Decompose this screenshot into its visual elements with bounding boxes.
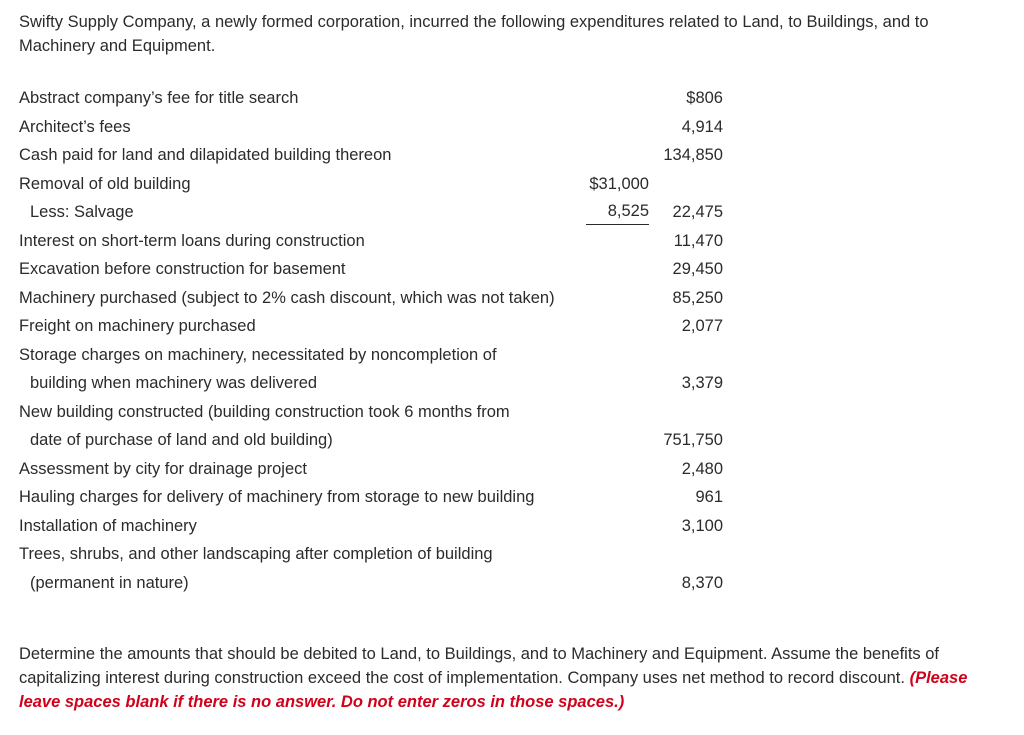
expenditure-label: Excavation before construction for basement (19, 260, 346, 278)
expenditure-row (19, 113, 739, 142)
expenditure-label: Hauling charges for delivery of machinery from storage to new building (19, 488, 535, 506)
expenditure-amount: 961 (695, 488, 723, 506)
expenditure-amount: 8,370 (681, 573, 723, 592)
expenditure-amount: 2,480 (681, 459, 723, 478)
expenditure-label: date of purchase of land and old building) (30, 431, 333, 449)
expenditure-row (19, 540, 739, 569)
instructions-note: (Please leave spaces blank if there is no answer. Do not enter zeros in those spaces.) (19, 669, 968, 711)
expenditure-label: Installation of machinery (19, 516, 197, 535)
expenditure-label: Architect’s fees (19, 117, 131, 136)
expenditure-row (19, 341, 739, 370)
expenditure-row (19, 312, 739, 341)
expenditure-row (19, 227, 739, 256)
expenditure-label: Trees, shrubs, and other landscaping after completion of building (19, 545, 493, 563)
expenditure-label: Removal of old building (19, 174, 191, 193)
expenditure-row (19, 198, 739, 227)
expenditure-amount: $806 (686, 89, 723, 107)
expenditure-label: New building constructed (building construction took 6 months from (19, 402, 510, 421)
expenditure-row (19, 170, 739, 199)
expenditure-amount: 2,077 (681, 317, 723, 335)
instructions (19, 642, 1009, 714)
expenditure-amount: 11,470 (673, 231, 723, 250)
expenditure-amount: 134,850 (663, 146, 723, 164)
expenditure-amount: 3,379 (681, 374, 723, 392)
expenditure-row (19, 84, 739, 113)
expenditure-amount: 29,450 (672, 260, 723, 278)
expenditure-label: Cash paid for land and dilapidated building thereon (19, 146, 392, 164)
expenditure-row (19, 455, 739, 484)
expenditure-amount: 3,100 (681, 516, 723, 535)
expenditure-row (19, 141, 739, 170)
expenditure-label: Machinery purchased (subject to 2% cash discount, which was not taken) (19, 288, 555, 307)
expenditure-row (19, 284, 739, 313)
expenditure-amount: 4,914 (681, 117, 723, 136)
expenditure-row (19, 255, 739, 284)
expenditure-amount: 85,250 (672, 288, 723, 307)
expenditure-label: building when machinery was delivered (30, 374, 318, 392)
expenditure-subamount: $31,000 (589, 174, 649, 193)
instructions-text: Determine the amounts that should be debited to Land, to Buildings, and to Machinery and Equipment. Assume the benefits of capitalizing interest during construction exceed the cost of implementation. Company uses net method to record discount. (19, 645, 939, 687)
expenditure-label: (permanent in nature) (30, 573, 189, 592)
expenditure-label: Freight on machinery purchased (19, 317, 256, 335)
expenditure-row (19, 569, 739, 598)
problem-intro: Swifty Supply Company, a newly formed corporation, incurred the following expenditures related to Land, to Buildings, and to Machinery and Equipment. (19, 13, 929, 55)
expenditure-amount: 751,750 (663, 431, 723, 449)
expenditure-row (19, 426, 739, 455)
expenditure-row (19, 398, 739, 427)
expenditure-row (19, 512, 739, 541)
expenditure-label: Less: Salvage (30, 203, 134, 221)
expenditure-label: Interest on short-term loans during construction (19, 231, 365, 250)
expenditure-row (19, 483, 739, 512)
expenditure-amount: 22,475 (672, 203, 723, 221)
expenditure-label: Assessment by city for drainage project (19, 459, 307, 478)
expenditure-subamount: 8,525 (586, 198, 649, 225)
expenditure-list (19, 84, 739, 597)
expenditure-label: Abstract company’s fee for title search (19, 89, 299, 107)
expenditure-label: Storage charges on machinery, necessitated by noncompletion of (19, 345, 497, 364)
expenditure-row (19, 369, 739, 398)
